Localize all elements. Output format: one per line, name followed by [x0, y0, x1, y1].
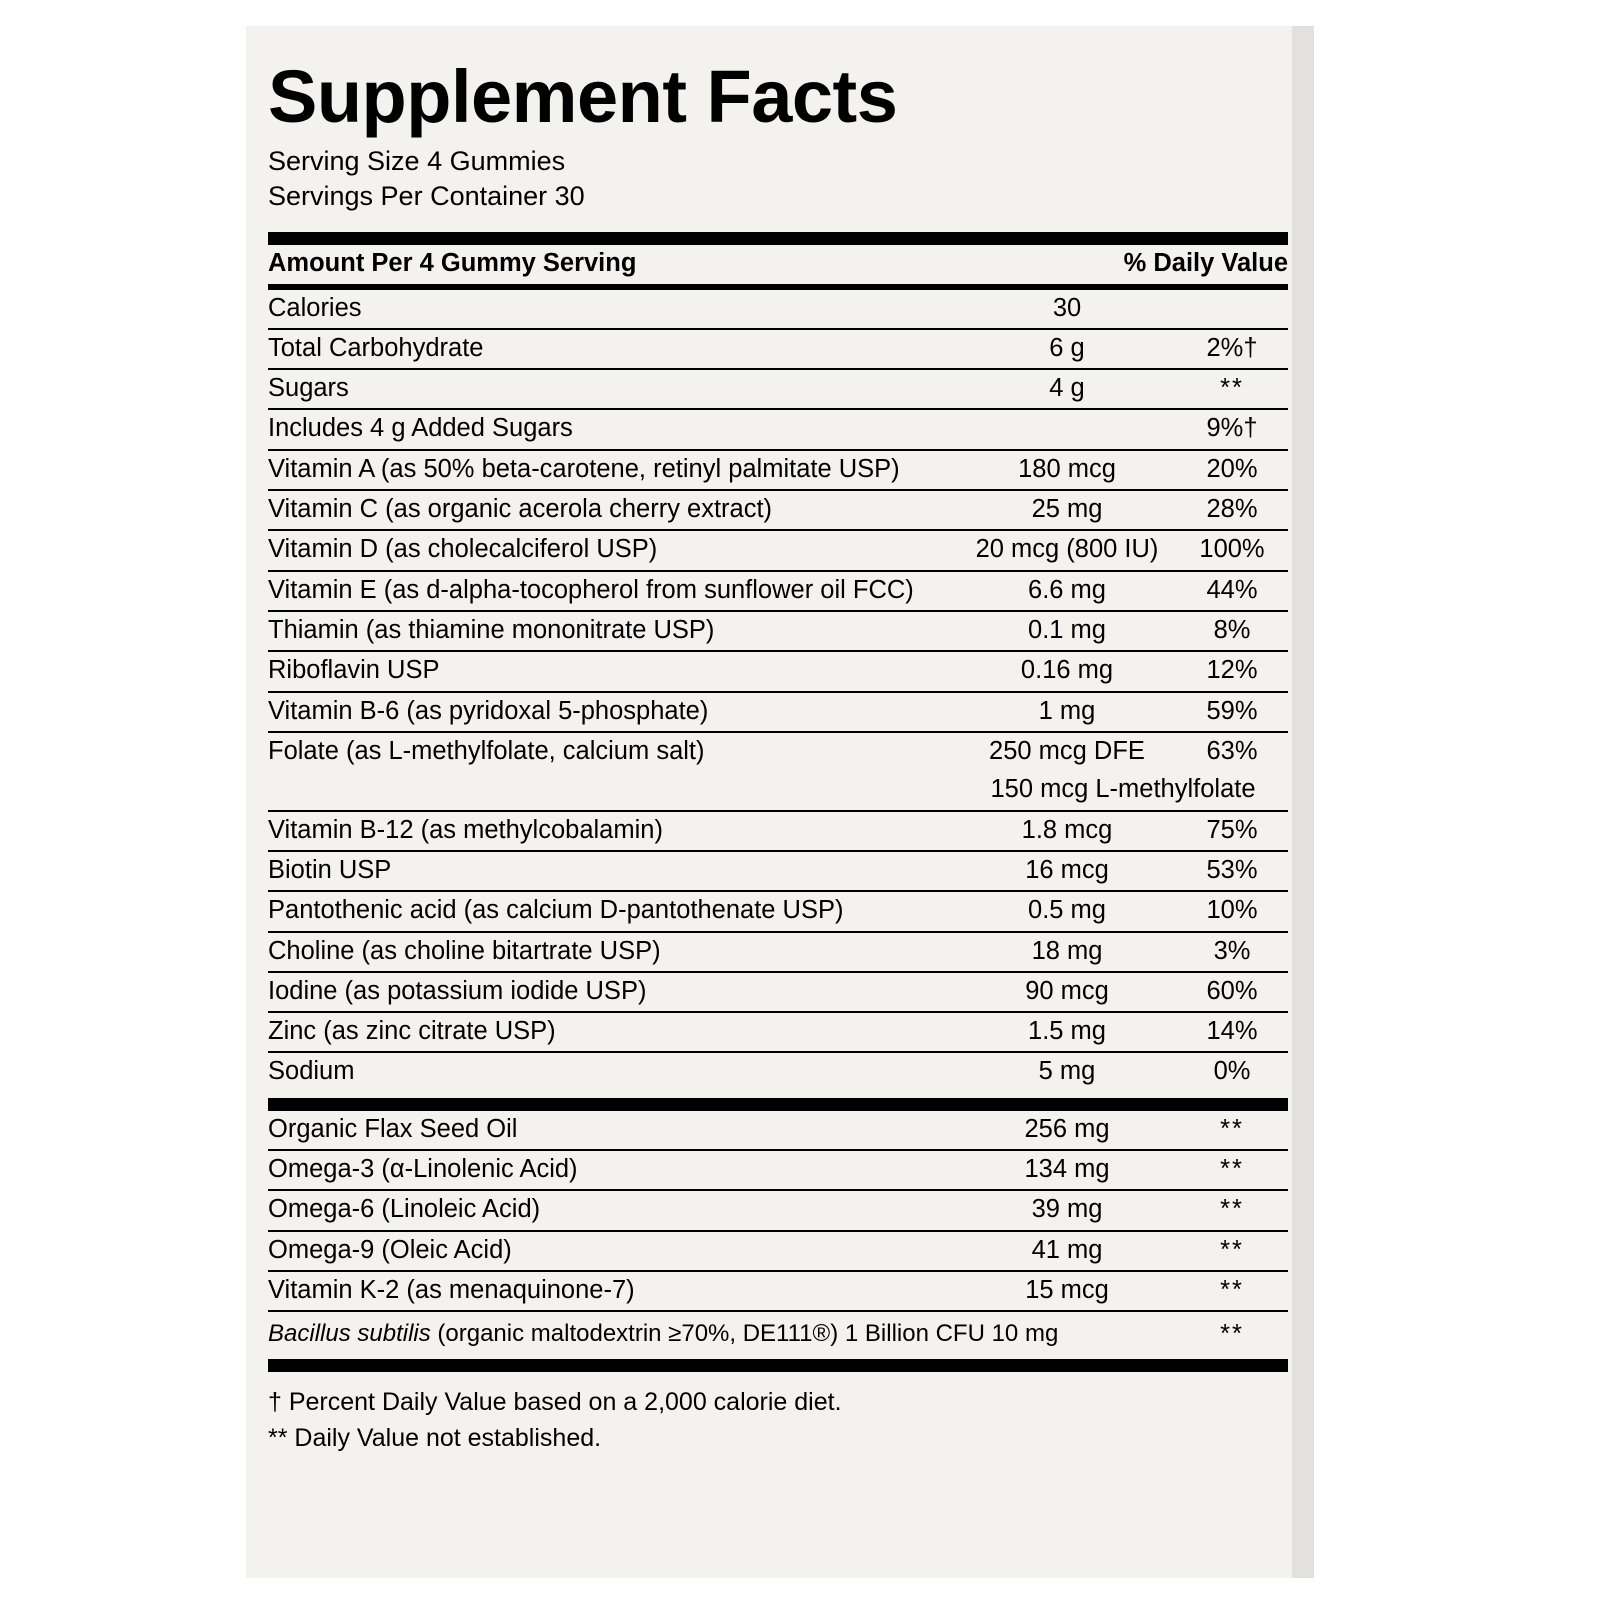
header-daily-value-label: % Daily Value: [1123, 249, 1289, 278]
row-name: Vitamin K-2 (as menaquinone-7): [268, 1271, 958, 1311]
table-row: [268, 692, 1288, 732]
row-amount: 6.6 mg: [958, 571, 1176, 611]
row-name: Vitamin B-6 (as pyridoxal 5-phosphate): [268, 692, 958, 732]
row-amount: 0.16 mg: [958, 651, 1176, 691]
row-daily-value: **: [1176, 1190, 1288, 1230]
table-row: [268, 329, 1288, 369]
row-amount: 20 mcg (800 IU): [958, 530, 1176, 570]
table-row: [268, 732, 1288, 771]
table-row: [268, 1012, 1288, 1052]
row-daily-value: [1176, 290, 1288, 329]
row-daily-value: 75%: [1176, 811, 1288, 851]
table-row: [268, 1111, 1288, 1150]
row-name: Organic Flax Seed Oil: [268, 1111, 958, 1150]
nutrition-table-main: [268, 245, 1288, 1092]
row-name-probiotic: [268, 1311, 1176, 1354]
divider-thick-middle: [268, 1098, 1288, 1111]
table-row: [268, 1052, 1288, 1091]
table-row: [268, 490, 1288, 530]
page-title: Supplement Facts: [268, 55, 898, 138]
row-amount: 250 mcg DFE: [989, 736, 1145, 765]
table-row: [268, 891, 1288, 931]
row-amount: 180 mcg: [958, 450, 1176, 490]
row-name-continuation: [268, 771, 958, 810]
row-name: Vitamin E (as d-alpha-tocopherol from sunflower oil FCC): [268, 571, 958, 611]
nutrition-table-secondary: [268, 1111, 1288, 1355]
row-daily-value: 14%: [1176, 1012, 1288, 1052]
probiotic-species-name: Bacillus subtilis: [268, 1320, 431, 1348]
row-amount: 4 g: [958, 369, 1176, 409]
row-amount: 16 mcg: [958, 851, 1176, 891]
row-amount: 1.8 mcg: [958, 811, 1176, 851]
row-name: Total Carbohydrate: [268, 329, 958, 369]
table-row: [268, 851, 1288, 891]
row-daily-value: 59%: [1176, 692, 1288, 732]
table-row: [268, 409, 1288, 449]
table-row: [268, 369, 1288, 409]
row-daily-value: **: [1176, 1271, 1288, 1311]
row-amount-secondary: 150 mcg L-methylfolate: [958, 771, 1288, 810]
row-name: Choline (as choline bitartrate USP): [268, 932, 958, 972]
row-amount: 0.5 mg: [958, 891, 1176, 931]
label-panel-edge-shadow: [1292, 26, 1314, 1578]
row-daily-value: 10%: [1176, 891, 1288, 931]
servings-per-container-text: Servings Per Container 30: [268, 181, 585, 212]
row-name: Omega-9 (Oleic Acid): [268, 1231, 958, 1271]
table-row: [268, 290, 1288, 329]
row-daily-value: **: [1176, 369, 1288, 409]
row-amount: 18 mg: [958, 932, 1176, 972]
row-daily-value: 100%: [1176, 530, 1288, 570]
row-name: Zinc (as zinc citrate USP): [268, 1012, 958, 1052]
row-amount: 15 mcg: [958, 1271, 1176, 1311]
row-amount: 41 mg: [958, 1231, 1176, 1271]
row-name: Omega-3 (α-Linolenic Acid): [268, 1150, 958, 1190]
row-name: Pantothenic acid (as calcium D-pantothenate USP): [268, 891, 958, 931]
row-name: Iodine (as potassium iodide USP): [268, 972, 958, 1012]
row-amount: 256 mg: [958, 1111, 1176, 1150]
table-row: [268, 1231, 1288, 1271]
table-row: [268, 932, 1288, 972]
table-row-continuation: [268, 771, 1288, 810]
probiotic-detail-text: (organic maltodextrin ≥70%, DE111®) 1 Billion CFU 10 mg: [430, 1320, 1059, 1348]
footnote-daily-value: † Percent Daily Value based on a 2,000 calorie diet.: [268, 1387, 842, 1416]
row-daily-value: 63%: [1206, 736, 1258, 765]
row-amount: 6 g: [958, 329, 1176, 369]
row-daily-value: 60%: [1176, 972, 1288, 1012]
row-amount: 0.1 mg: [958, 611, 1176, 651]
row-name: Includes 4 g Added Sugars: [268, 409, 958, 449]
table-row: [268, 651, 1288, 691]
row-daily-value: 3%: [1176, 932, 1288, 972]
divider-thick-top: [268, 232, 1288, 245]
row-name: Omega-6 (Linoleic Acid): [268, 1190, 958, 1230]
row-daily-value: **: [1176, 1150, 1288, 1190]
row-name: Vitamin C (as organic acerola cherry extract): [268, 490, 958, 530]
table-row: [268, 530, 1288, 570]
row-daily-value: 8%: [1176, 611, 1288, 651]
table-row: [268, 1150, 1288, 1190]
row-amount: 25 mg: [958, 490, 1176, 530]
table-row: [268, 611, 1288, 651]
row-name: Sodium: [268, 1057, 355, 1086]
row-daily-value: 28%: [1176, 490, 1288, 530]
row-amount: [958, 409, 1176, 449]
table-row: [268, 811, 1288, 851]
row-amount: 1 mg: [958, 692, 1176, 732]
serving-size-text: Serving Size 4 Gummies: [268, 146, 566, 176]
row-amount: 1.5 mg: [958, 1012, 1176, 1052]
row-amount: 134 mg: [958, 1150, 1176, 1190]
row-name: Calories: [268, 290, 958, 329]
row-daily-value: 0%: [1213, 1057, 1251, 1086]
row-amount: 39 mg: [958, 1190, 1176, 1230]
table-row: [268, 1271, 1288, 1311]
row-amount: 30: [958, 290, 1176, 329]
row-daily-value: **: [1176, 1231, 1288, 1271]
footnote-not-established: ** Daily Value not established.: [268, 1423, 602, 1452]
row-name: Vitamin B-12 (as methylcobalamin): [268, 811, 958, 851]
table-row: [268, 1190, 1288, 1230]
row-daily-value: 12%: [1176, 651, 1288, 691]
footnotes: [268, 1384, 1288, 1457]
supplement-facts-label: [268, 55, 1289, 1456]
row-daily-value: 2%†: [1176, 329, 1288, 369]
row-daily-value: 20%: [1176, 450, 1288, 490]
row-name: Folate (as L-methylfolate, calcium salt): [268, 736, 705, 765]
table-row: [268, 571, 1288, 611]
table-header-row: [268, 245, 1288, 283]
row-name: Biotin USP: [268, 851, 958, 891]
row-amount: 5 mg: [1038, 1057, 1096, 1086]
row-daily-value: 53%: [1176, 851, 1288, 891]
row-name: Sugars: [268, 369, 958, 409]
row-daily-value: 9%†: [1176, 409, 1288, 449]
row-daily-value: **: [1220, 1320, 1244, 1349]
row-name: Thiamin (as thiamine mononitrate USP): [268, 611, 958, 651]
table-row: [268, 972, 1288, 1012]
row-name: Vitamin A (as 50% beta-carotene, retinyl palmitate USP): [268, 450, 958, 490]
row-amount: 90 mcg: [958, 972, 1176, 1012]
divider-thick-bottom: [268, 1359, 1288, 1372]
row-name: Riboflavin USP: [268, 651, 958, 691]
table-row: [268, 450, 1288, 490]
row-daily-value: 44%: [1176, 571, 1288, 611]
row-daily-value: **: [1176, 1111, 1288, 1150]
header-amount-label: Amount Per 4 Gummy Serving: [268, 249, 637, 278]
row-name: Vitamin D (as cholecalciferol USP): [268, 530, 958, 570]
table-row-probiotic: [268, 1311, 1288, 1354]
